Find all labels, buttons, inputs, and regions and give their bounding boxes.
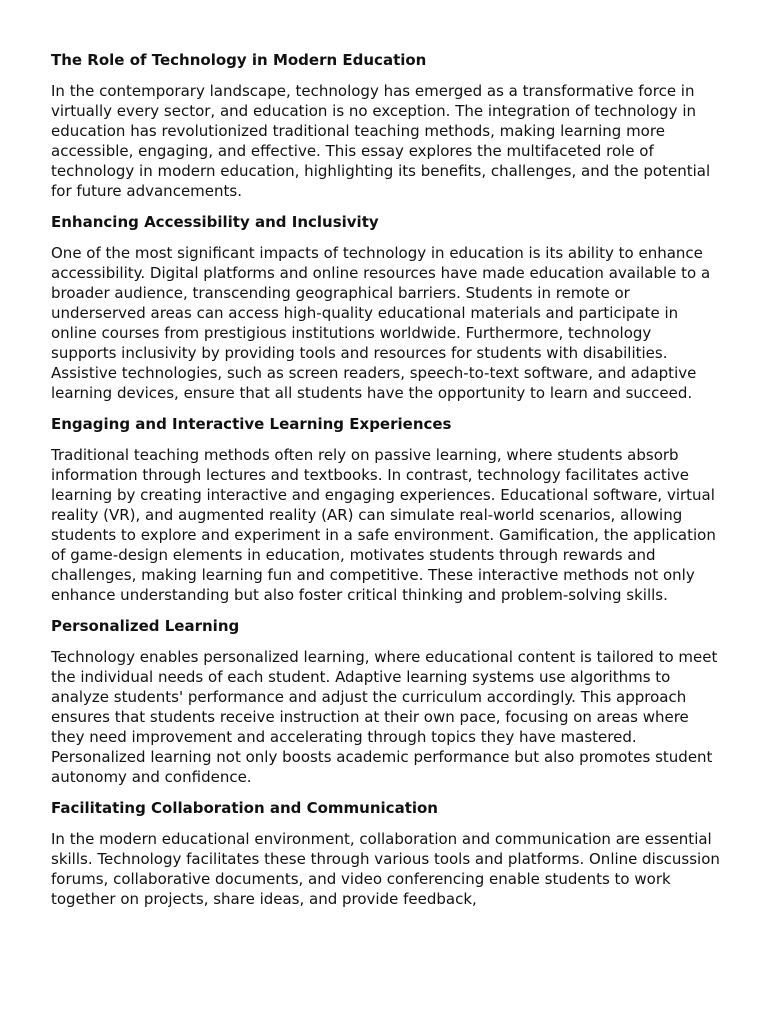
intro-paragraph: In the contemporary landscape, technology has emerged as a transformative force in virtually every sector, and education is no exception. The integration of technology in education has revolutionized traditional teaching methods, making learning more accessible, engaging, and effective. This essay explores the multifaceted role of technology in modern education, highlighting its benefits, challenges, and the potential for future advancements. [51,82,711,200]
section-body-accessibility: One of the most significant impacts of technology in education is its ability to enhance accessibility. Digital platforms and online resources have made education available to a broader audience, transcending geographical barriers. Students in remote or underserved areas can access high-quality educational materials and participate in online courses from prestigious institutions worldwide. Furthermore, technology supports inclusivity by providing tools and resources for students with disabilities. Assistive technologies, such as screen readers, speech-to-text software, and adaptive learning devices, ensure that all students have the opportunity to learn and succeed. [51,244,711,402]
section-body-engaging: Traditional teaching methods often rely on passive learning, where students absorb information through lectures and textbooks. In contrast, technology facilitates active learning by creating interactive and engaging experiences. Educational software, virtual reality (VR), and augmented reality (AR) can simulate real-world scenarios, allowing students to explore and experiment in a safe environment. Gamification, the application of game-design elements in education, motivates students through rewards and challenges, making learning fun and competitive. These interactive methods not only enhance understanding but also foster critical thinking and problem-solving skills. [51,446,716,604]
document-title: The Role of Technology in Modern Education [51,51,427,69]
section-heading-accessibility: Enhancing Accessibility and Inclusivity [51,213,379,231]
section-body-collaboration: In the modern educational environment, collaboration and communication are essential skills. Technology facilitates these through various tools and platforms. Online discussion forums, collaborative documents, and video conferencing enable students to work together on projects, share ideas, and provide feedback, [51,830,720,908]
section-heading-collaboration: Facilitating Collaboration and Communication [51,799,438,817]
section-heading-engaging: Engaging and Interactive Learning Experiences [51,415,452,433]
section-heading-personalized: Personalized Learning [51,617,240,635]
section-body-personalized: Technology enables personalized learning, where educational content is tailored to meet the individual needs of each student. Adaptive learning systems use algorithms to analyze students' performance and adjust the curriculum accordingly. This approach ensures that students receive instruction at their own pace, focusing on areas where they need improvement and accelerating through topics they have mastered. Personalized learning not only boosts academic performance but also promotes student autonomy and confidence. [51,648,718,786]
document-page [51,50,721,920]
